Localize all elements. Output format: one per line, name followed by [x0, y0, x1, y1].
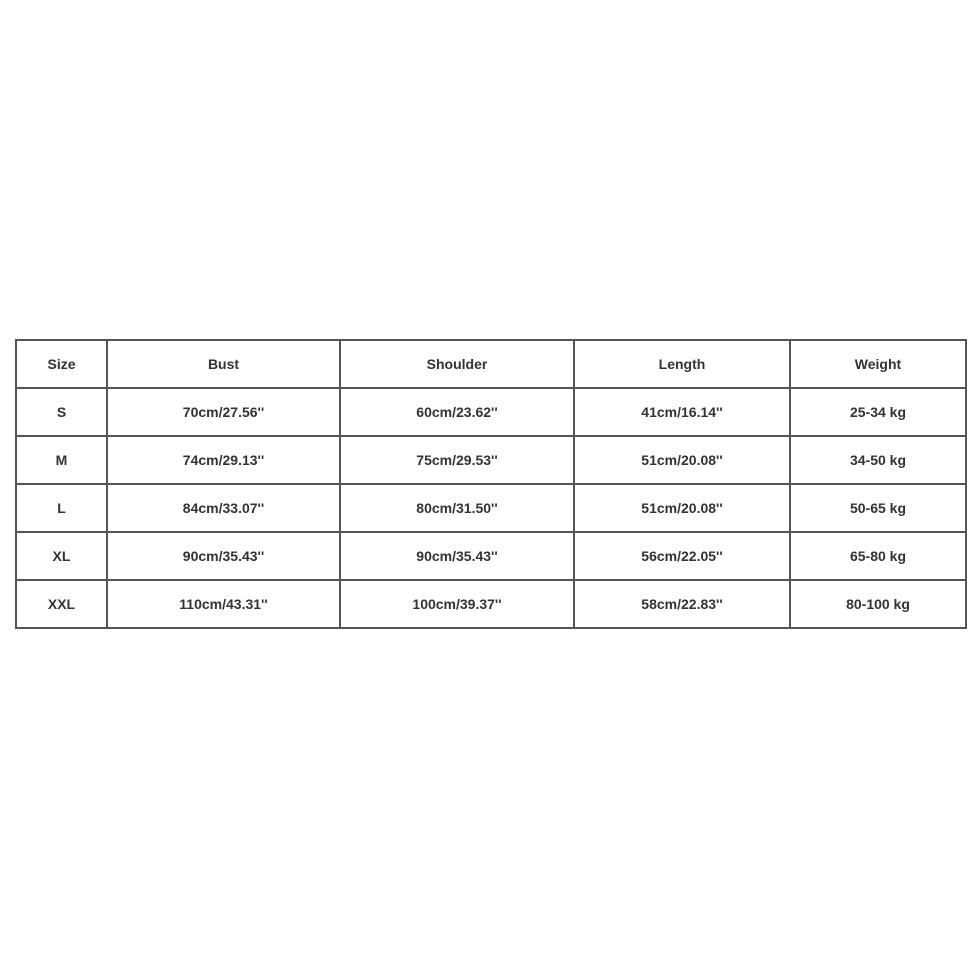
cell-length: 58cm/22.83'': [574, 580, 790, 628]
cell-length: 51cm/20.08'': [574, 436, 790, 484]
header-size: Size: [16, 340, 107, 388]
cell-length: 56cm/22.05'': [574, 532, 790, 580]
header-length: Length: [574, 340, 790, 388]
table-row: [16, 580, 966, 628]
table-row: [16, 388, 966, 436]
cell-bust: 74cm/29.13'': [107, 436, 340, 484]
header-weight: Weight: [790, 340, 966, 388]
header-bust: Bust: [107, 340, 340, 388]
cell-shoulder: 100cm/39.37'': [340, 580, 574, 628]
table-header-row: [16, 340, 966, 388]
cell-weight: 34-50 kg: [790, 436, 966, 484]
cell-bust: 110cm/43.31'': [107, 580, 340, 628]
cell-shoulder: 90cm/35.43'': [340, 532, 574, 580]
cell-shoulder: 75cm/29.53'': [340, 436, 574, 484]
cell-size: S: [16, 388, 107, 436]
table-row: [16, 532, 966, 580]
cell-weight: 50-65 kg: [790, 484, 966, 532]
cell-bust: 84cm/33.07'': [107, 484, 340, 532]
size-chart-table: [15, 339, 967, 629]
cell-shoulder: 60cm/23.62'': [340, 388, 574, 436]
header-shoulder: Shoulder: [340, 340, 574, 388]
cell-size: XXL: [16, 580, 107, 628]
cell-weight: 80-100 kg: [790, 580, 966, 628]
cell-shoulder: 80cm/31.50'': [340, 484, 574, 532]
cell-weight: 25-34 kg: [790, 388, 966, 436]
cell-bust: 90cm/35.43'': [107, 532, 340, 580]
cell-length: 51cm/20.08'': [574, 484, 790, 532]
cell-length: 41cm/16.14'': [574, 388, 790, 436]
table-row: [16, 436, 966, 484]
cell-size: M: [16, 436, 107, 484]
cell-bust: 70cm/27.56'': [107, 388, 340, 436]
cell-weight: 65-80 kg: [790, 532, 966, 580]
cell-size: XL: [16, 532, 107, 580]
table-row: [16, 484, 966, 532]
cell-size: L: [16, 484, 107, 532]
